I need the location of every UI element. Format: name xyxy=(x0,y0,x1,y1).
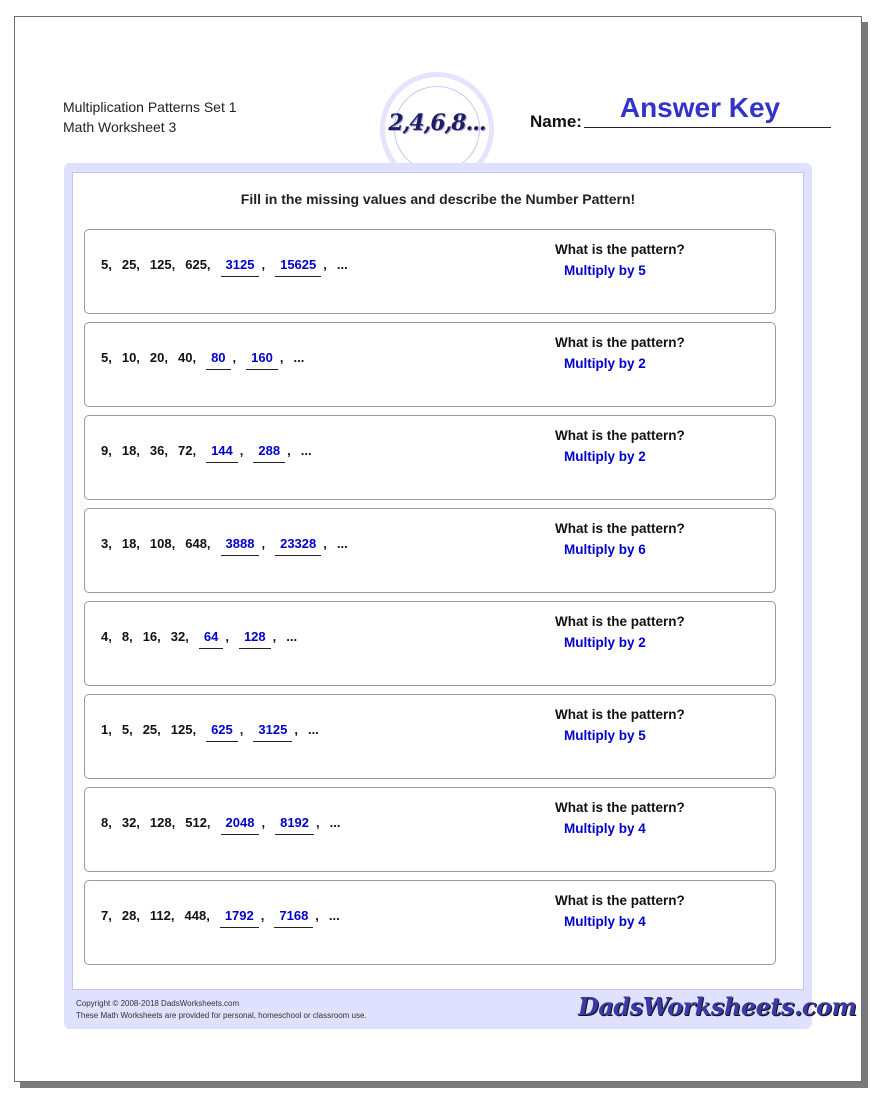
sequence-term: 5, xyxy=(101,257,112,272)
title-line-1: Multiplication Patterns Set 1 xyxy=(63,99,237,115)
sequence-term: 18, xyxy=(121,443,140,458)
answer-blank[interactable]: 3888 xyxy=(221,536,260,556)
problem-box xyxy=(84,508,776,593)
pattern-question: What is the pattern? xyxy=(555,242,685,257)
pattern-answer[interactable]: Multiply by 5 xyxy=(564,263,646,278)
comma: , xyxy=(261,815,266,830)
answer-blank[interactable]: 15625 xyxy=(275,257,321,277)
sequence-ellipsis: ... xyxy=(307,722,319,737)
pattern-question: What is the pattern? xyxy=(555,335,685,350)
sequence-term: 3, xyxy=(101,536,112,551)
sequence-term: 72, xyxy=(178,443,197,458)
usage-notice: These Math Worksheets are provided for personal, homeschool or classroom use. xyxy=(76,1011,367,1020)
pattern-question: What is the pattern? xyxy=(555,614,685,629)
sequence-term: 108, xyxy=(149,536,176,551)
number-sequence xyxy=(101,722,319,742)
sequence-term: 5, xyxy=(121,722,133,737)
dadsworksheets-logo: DadsWorksheets.com xyxy=(578,992,857,1021)
sequence-ellipsis: ... xyxy=(300,443,312,458)
answer-blank[interactable]: 7168 xyxy=(274,908,313,928)
comma: , xyxy=(287,443,291,458)
comma: , xyxy=(239,722,244,737)
answer-blank[interactable]: 80 xyxy=(206,350,230,370)
sequence-term: 16, xyxy=(142,629,161,644)
pattern-answer[interactable]: Multiply by 2 xyxy=(564,635,646,650)
comma: , xyxy=(239,443,244,458)
worksheet-title xyxy=(63,97,237,137)
problem-box xyxy=(84,415,776,500)
pattern-answer[interactable]: Multiply by 2 xyxy=(564,356,646,371)
comma: , xyxy=(260,908,265,923)
sequence-term: 10, xyxy=(121,350,140,365)
answer-blank[interactable]: 23328 xyxy=(275,536,321,556)
problem-box xyxy=(84,229,776,314)
pattern-answer[interactable]: Multiply by 5 xyxy=(564,728,646,743)
title-line-2: Math Worksheet 3 xyxy=(63,119,177,135)
sequence-term: 9, xyxy=(101,443,112,458)
pattern-answer[interactable]: Multiply by 4 xyxy=(564,821,646,836)
footer-text xyxy=(76,998,367,1022)
answer-blank[interactable]: 2048 xyxy=(221,815,260,835)
sequence-ellipsis: ... xyxy=(336,536,348,551)
sequence-term: 125, xyxy=(149,257,176,272)
logo-text: 2,4,6,8... xyxy=(388,110,486,136)
answer-blank[interactable]: 128 xyxy=(239,629,271,649)
pattern-question: What is the pattern? xyxy=(555,428,685,443)
sequence-ellipsis: ... xyxy=(293,350,305,365)
number-sequence xyxy=(101,629,297,649)
name-label: Name: xyxy=(530,112,582,131)
number-sequence xyxy=(101,536,348,556)
number-sequence xyxy=(101,443,312,463)
pattern-answer[interactable]: Multiply by 6 xyxy=(564,542,646,557)
pattern-question: What is the pattern? xyxy=(555,521,685,536)
answer-blank[interactable]: 8192 xyxy=(275,815,314,835)
answer-blank[interactable]: 1792 xyxy=(220,908,259,928)
sequence-term: 32, xyxy=(121,815,140,830)
sequence-term: 8, xyxy=(101,815,112,830)
answer-blank[interactable]: 288 xyxy=(253,443,285,463)
sequence-term: 448, xyxy=(184,908,210,923)
pattern-question: What is the pattern? xyxy=(555,893,685,908)
sequence-term: 625, xyxy=(185,257,211,272)
sequence-term: 25, xyxy=(142,722,161,737)
sequence-term: 20, xyxy=(149,350,168,365)
answer-blank[interactable]: 144 xyxy=(206,443,238,463)
sequence-term: 112, xyxy=(149,908,175,923)
sequence-term: 125, xyxy=(170,722,197,737)
pattern-answer[interactable]: Multiply by 4 xyxy=(564,914,646,929)
answer-blank[interactable]: 3125 xyxy=(253,722,292,742)
number-sequence xyxy=(101,257,348,277)
sequence-ellipsis: ... xyxy=(336,257,348,272)
comma: , xyxy=(316,815,320,830)
sequence-term: 18, xyxy=(121,536,140,551)
sequence-term: 5, xyxy=(101,350,112,365)
sequence-term: 32, xyxy=(170,629,189,644)
sequence-ellipsis: ... xyxy=(286,629,298,644)
sequence-term: 1, xyxy=(101,722,112,737)
answer-blank[interactable]: 3125 xyxy=(221,257,260,277)
sequence-term: 25, xyxy=(121,257,140,272)
pattern-question: What is the pattern? xyxy=(555,800,685,815)
number-sequence xyxy=(101,350,304,370)
comma: , xyxy=(323,536,327,551)
problem-box xyxy=(84,880,776,965)
sequence-term: 8, xyxy=(121,629,133,644)
comma: , xyxy=(323,257,327,272)
comma: , xyxy=(294,722,298,737)
comma: , xyxy=(261,536,266,551)
sequence-term: 28, xyxy=(121,908,140,923)
answer-blank[interactable]: 160 xyxy=(246,350,278,370)
problem-box xyxy=(84,787,776,872)
answer-key-text: Answer Key xyxy=(619,92,781,123)
instructions: Fill in the missing values and describe the Number Pattern! xyxy=(240,191,636,207)
comma: , xyxy=(232,350,237,365)
comma: , xyxy=(225,629,229,644)
sequence-term: 128, xyxy=(149,815,176,830)
number-sequence xyxy=(101,908,340,928)
sequence-term: 7, xyxy=(101,908,112,923)
pattern-answer[interactable]: Multiply by 2 xyxy=(564,449,646,464)
sequence-ellipsis: ... xyxy=(329,815,341,830)
problem-box xyxy=(84,322,776,407)
sequence-ellipsis: ... xyxy=(328,908,340,923)
problem-box xyxy=(84,694,776,779)
sequence-term: 648, xyxy=(185,536,211,551)
answer-blank[interactable]: 625 xyxy=(206,722,238,742)
pattern-question: What is the pattern? xyxy=(555,707,685,722)
sequence-term: 40, xyxy=(178,350,197,365)
number-sequence xyxy=(101,815,340,835)
comma: , xyxy=(272,629,277,644)
name-field-line xyxy=(584,127,831,128)
sequence-term: 512, xyxy=(185,815,211,830)
answer-blank[interactable]: 64 xyxy=(199,629,223,649)
sequence-term: 36, xyxy=(149,443,168,458)
comma: , xyxy=(261,257,266,272)
comma: , xyxy=(315,908,319,923)
problem-box xyxy=(84,601,776,686)
comma: , xyxy=(279,350,284,365)
copyright-text: Copyright © 2008-2018 DadsWorksheets.com xyxy=(76,999,240,1008)
sequence-term: 4, xyxy=(101,629,112,644)
